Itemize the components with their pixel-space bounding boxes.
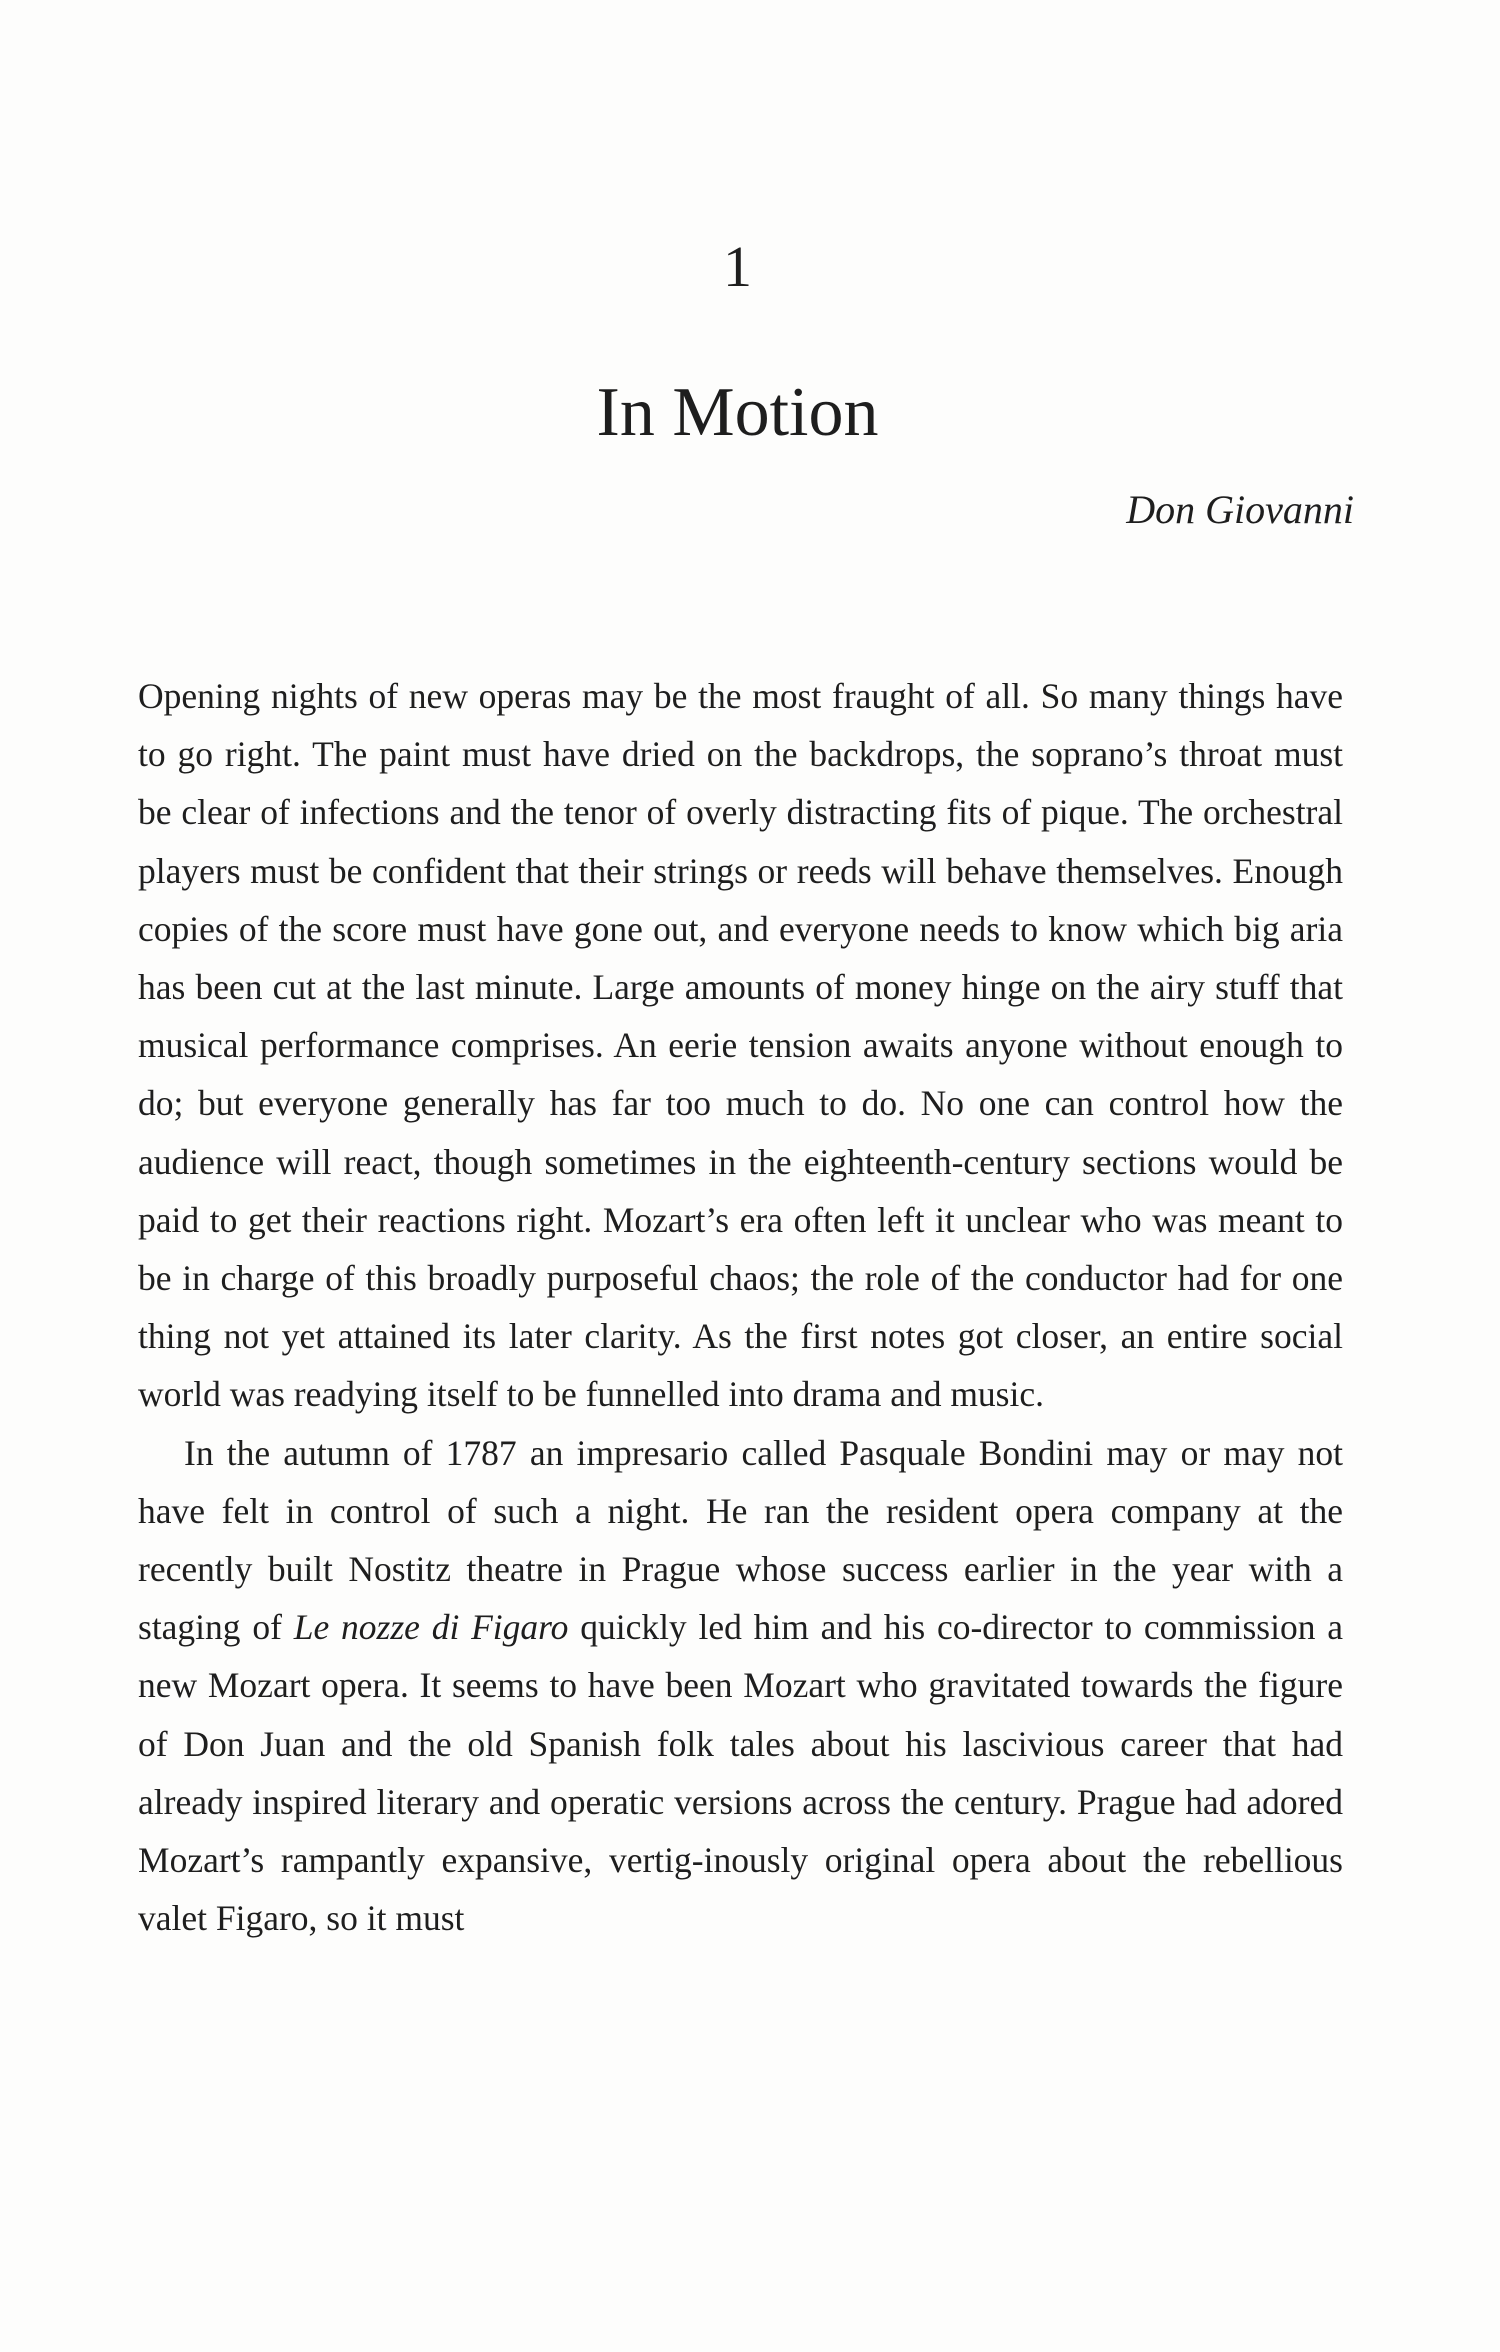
paragraph-2-part-1: In the autumn of 1787 an impresario called Pasquale Bondini may or may not have felt in control of such a night. He ran the resident opera company at the recently built Nostitz theatre in Prague whose success earlier in the year with a staging of xyxy=(138,1432,1343,1648)
paragraph-2 xyxy=(138,1424,1343,1948)
chapter-title: In Motion xyxy=(596,374,879,451)
chapter-subtitle: Don Giovanni xyxy=(1126,487,1354,532)
paragraph-1: Opening nights of new operas may be the most fraught of all. So many things have to go right. The paint must have dried on the backdrops, the soprano’s throat must be clear of infections and the tenor of overly distracting fits of pique. The orchestral players must be confident that their strings or reeds will behave themselves. Enough copies of the score must have gone out, and everyone needs to know which big aria has been cut at the last minute. Large amounts of money hinge on the airy stuff that musical performance comprises. An eerie tension awaits anyone without enough to do; but everyone generally has far too much to do. No one can control how the audience will react, though sometimes in the eighteenth-century sections would be paid to get their reactions right. Mozart’s era often left it unclear who was meant to be in charge of this broadly purposeful chaos; the role of the conductor had for one thing not yet attained its later clarity. As the first notes got closer, an entire social world was readying itself to be funnelled into drama and music. xyxy=(138,676,1343,1415)
body-text xyxy=(138,667,1343,1947)
paragraph-2-part-2: quickly led him and his co-director to commission a new Mozart opera. It seems to have been Mozart who gravitated towards the figure of Don Juan and the old Spanish folk tales about his lascivious career that had already inspired literary and operatic versions across the century. Prague had adored Mozart’s rampantly expansive, vertig-inously original opera about the rebellious valet Figaro, so it must xyxy=(138,1607,1344,1939)
opera-title-figaro: Le nozze di Figaro xyxy=(293,1607,569,1648)
chapter-number: 1 xyxy=(723,234,752,299)
